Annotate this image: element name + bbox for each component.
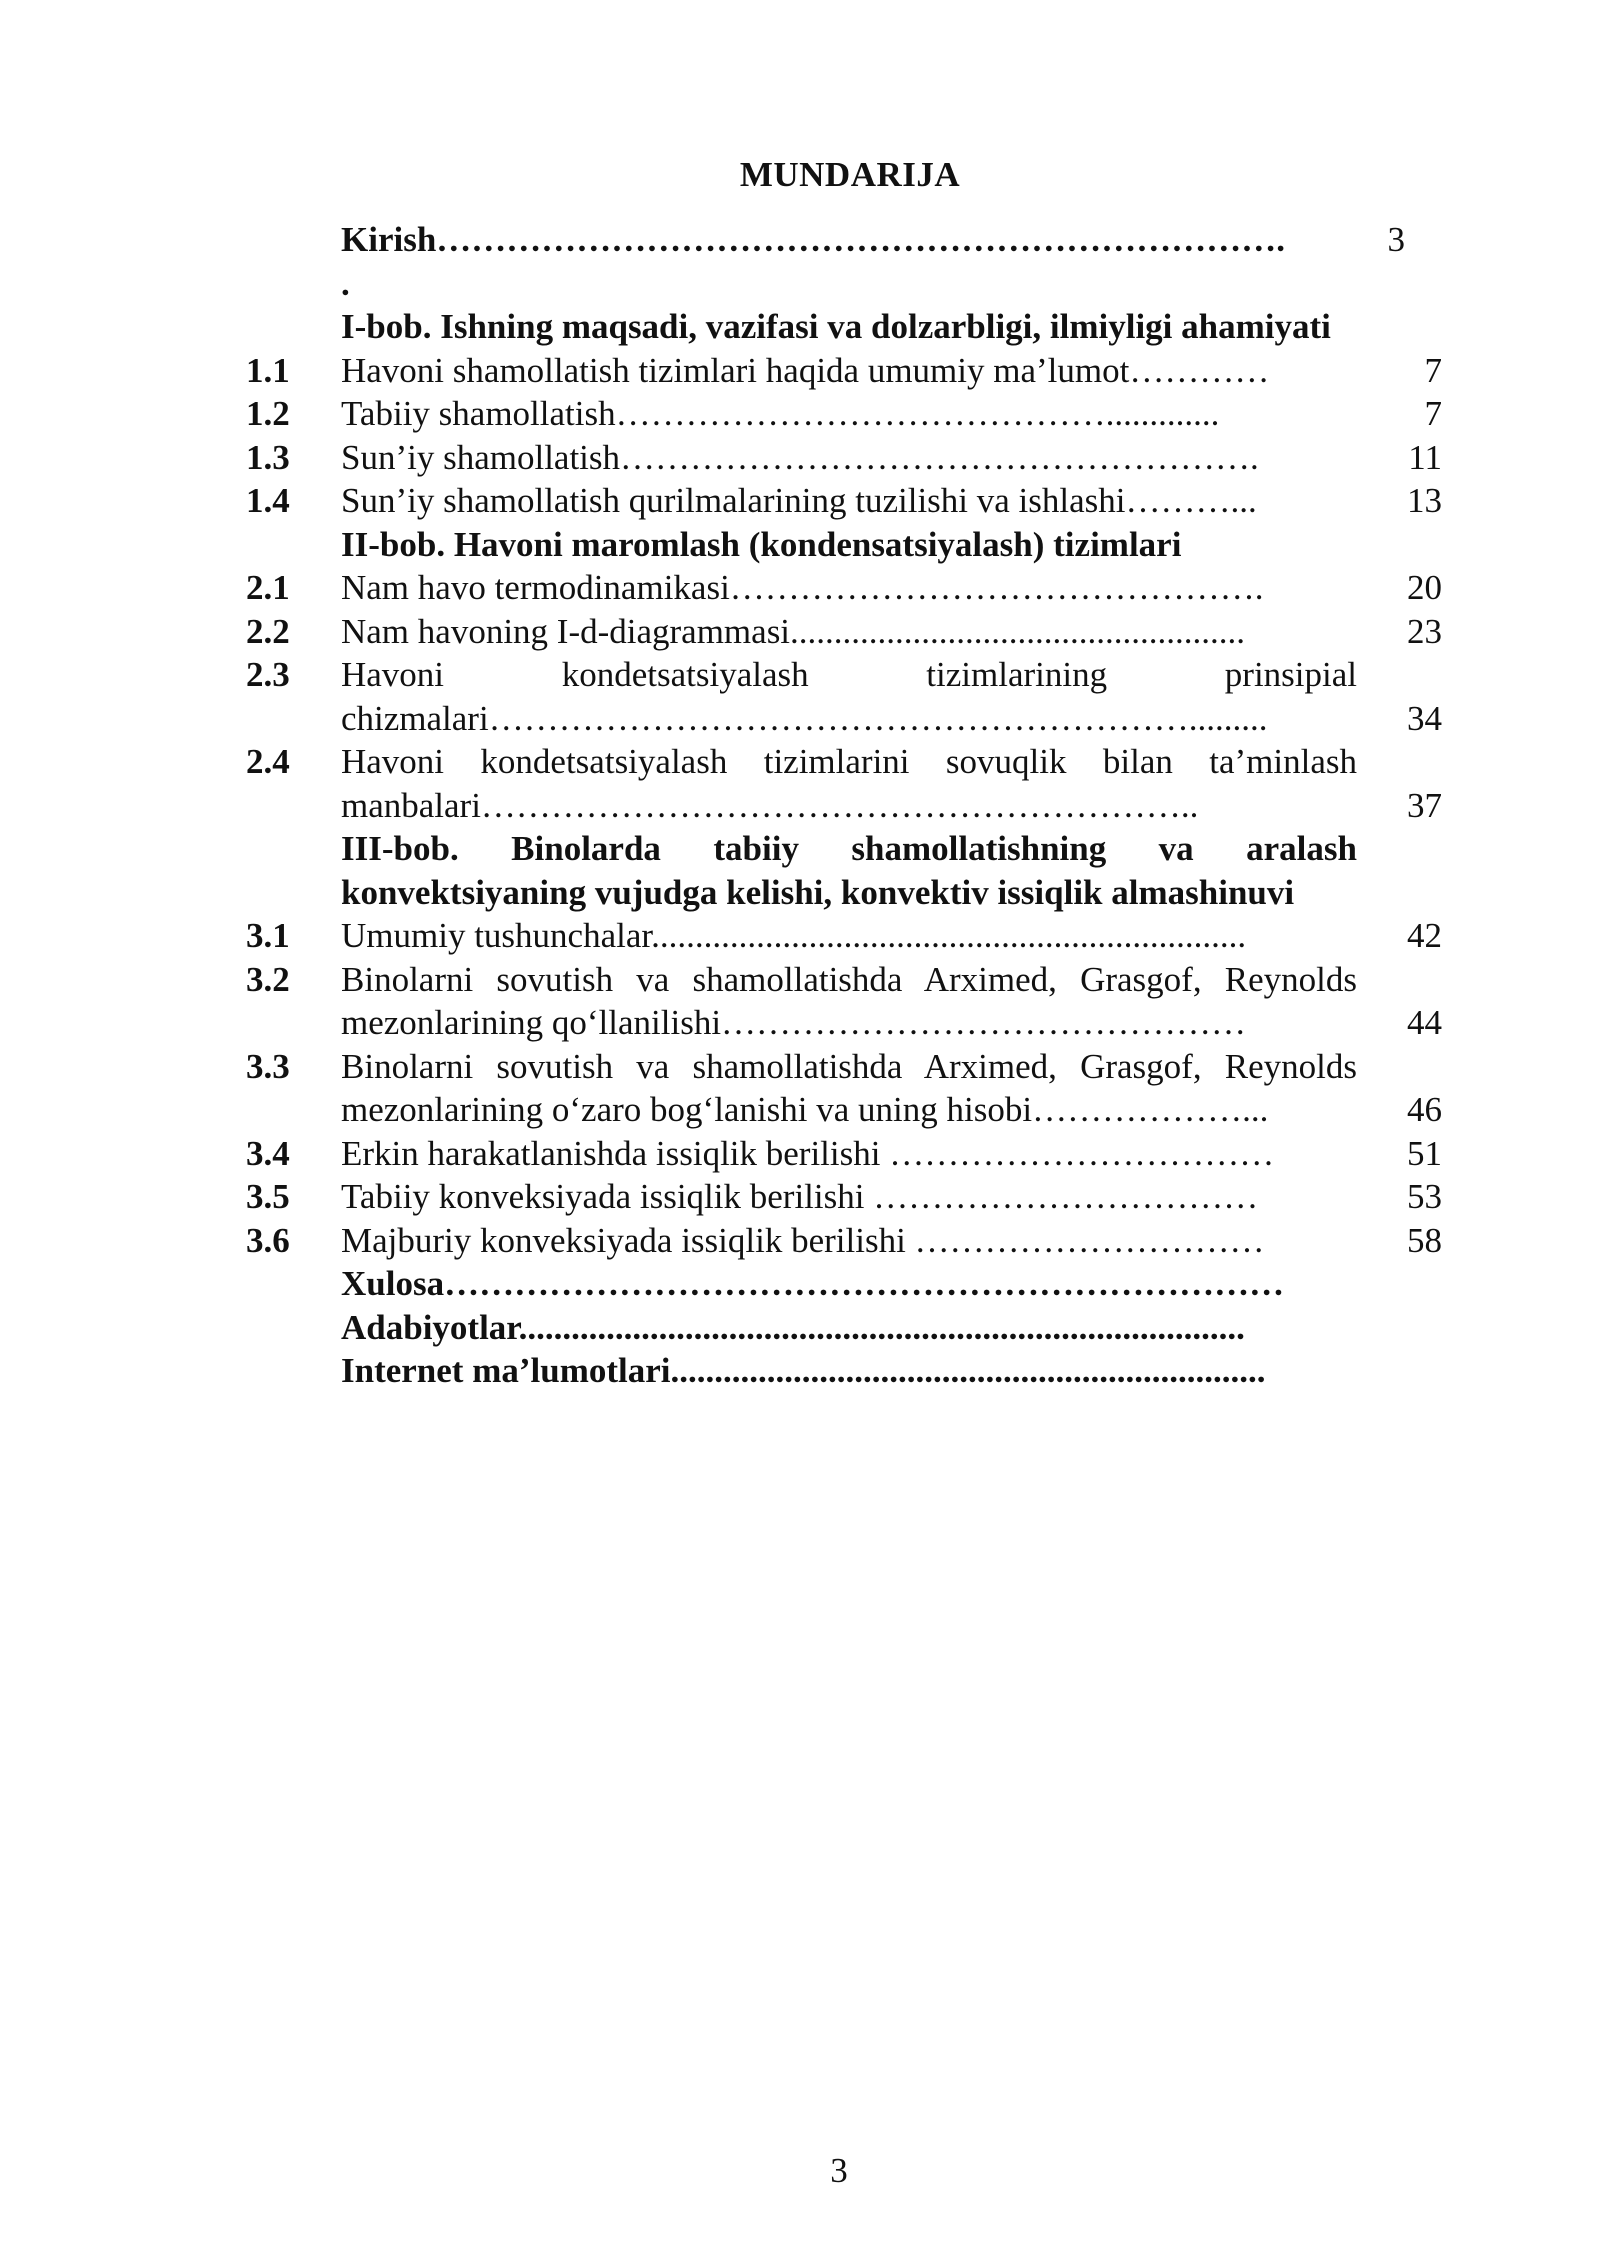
section-title: Nam havo termodinamikasi……………………………………….: [341, 568, 1264, 607]
toc-entry: [0, 1262, 1600, 1306]
toc-entry: [0, 914, 1600, 958]
section-number: 3.1: [246, 916, 290, 955]
section-number: 1.1: [246, 350, 290, 390]
toc-entry: [0, 1045, 1600, 1132]
section-number: 1.2: [246, 394, 290, 433]
section-number: 1.3: [246, 437, 290, 477]
page-reference: 11: [1408, 437, 1442, 477]
page-reference: 37: [1407, 785, 1442, 825]
section-title: Nam havoning I-d-diagrammasi....................................................: [341, 611, 1246, 651]
section-title: Erkin harakatlanishda issiqlik berilishi ……………………………: [341, 1133, 1275, 1173]
toc-entry: [0, 566, 1600, 610]
section-title: Binolarni sovutish va shamollatishda Arximed, Grasgof, Reynolds mezonlarining qo‘llanilishi………………………………………: [341, 959, 1357, 1042]
toc-entry: [0, 827, 1600, 914]
page-title: MUNDARIJA: [739, 155, 961, 194]
section-title: Xulosa………………………………………………………………: [341, 1264, 1285, 1303]
section-number: 2.4: [246, 742, 290, 781]
toc-entry: [0, 479, 1600, 523]
page-reference: 53: [1407, 1177, 1442, 1216]
section-title: Adabiyotlar...................................................................................: [341, 1307, 1245, 1347]
toc-entry: [0, 610, 1600, 654]
toc-entry: [0, 1132, 1600, 1176]
toc-entry: [0, 436, 1600, 480]
section-title: Havoni kondetsatsiyalash tizimlarini sovuqlik bilan ta’minlash manbalari……………………………………………………..: [341, 742, 1357, 825]
section-title: Tabiiy konveksiyada issiqlik berilishi ……………………………: [341, 1177, 1259, 1216]
section-number: 3.2: [246, 959, 290, 999]
page-reference: 3: [1387, 220, 1405, 259]
page-reference: 13: [1407, 481, 1442, 520]
section-title: Umumiy tushunchalar....................................................................: [341, 916, 1247, 955]
page-reference: 7: [1424, 394, 1442, 433]
section-title: Internet ma’lumotlari....................................................................: [341, 1351, 1266, 1390]
section-title: Havoni shamollatish tizimlari haqida umumiy ma’lumot…………: [341, 350, 1270, 390]
section-title: Binolarni sovutish va shamollatishda Arximed, Grasgof, Reynolds mezonlarining o‘zaro bog‘lanishi va uning hisobi………………...: [341, 1046, 1357, 1129]
section-number: 2.2: [246, 611, 290, 651]
toc-entry: [0, 1349, 1600, 1393]
section-number: 1.4: [246, 481, 290, 520]
page-reference: 7: [1424, 350, 1442, 390]
toc-entry: [0, 1175, 1600, 1219]
page-reference: 23: [1407, 611, 1442, 651]
toc-entry: [0, 523, 1600, 567]
section-number: 3.3: [246, 1046, 290, 1086]
page-reference: 34: [1407, 698, 1442, 738]
page-reference: 58: [1407, 1220, 1442, 1260]
section-number: 2.3: [246, 655, 290, 694]
page-reference: 46: [1407, 1090, 1442, 1129]
section-number: 2.1: [246, 568, 290, 607]
page-reference: 51: [1407, 1133, 1442, 1173]
toc-entry: [0, 1306, 1600, 1350]
chapter-title: II-bob. Havoni maromlash (kondensatsiyalash) tizimlari: [341, 524, 1182, 564]
section-title: Tabiiy shamollatish…………………………………….............: [341, 394, 1220, 433]
page-reference: 44: [1407, 1003, 1442, 1042]
section-number: 3.4: [246, 1133, 290, 1173]
toc-entry: [0, 392, 1600, 436]
page-number: 3: [830, 2151, 848, 2190]
section-number: 3.5: [246, 1177, 290, 1216]
toc-entry: [0, 653, 1600, 740]
section-title: Sun’iy shamollatish……………………………………………….: [341, 437, 1259, 477]
chapter-title: III-bob. Binolarda tabiiy shamollatishning va aralash konvektsiyaning vujudga kelishi, konvektiv issiqlik almashinuvi: [341, 829, 1357, 912]
toc-entry: [0, 1219, 1600, 1263]
table-of-contents: [0, 218, 1600, 1393]
section-title: Havoni kondetsatsiyalash tizimlarining prinsipial chizmalari…………………………………………………….........: [341, 655, 1357, 738]
page-reference: 20: [1407, 568, 1442, 607]
section-title: Kirish………………………………………………………………. .: [341, 220, 1286, 303]
toc-entry: [0, 740, 1600, 827]
section-title: Majburiy konveksiyada issiqlik berilishi …………………………: [341, 1220, 1265, 1260]
page-reference: 42: [1407, 916, 1442, 955]
toc-entry: [0, 349, 1600, 393]
toc-entry: [0, 958, 1600, 1045]
section-number: 3.6: [246, 1220, 290, 1260]
toc-entry: [0, 305, 1600, 349]
toc-entry: [0, 218, 1600, 305]
chapter-title: I-bob. Ishning maqsadi, vazifasi va dolzarbligi, ilmiyligi ahamiyati: [341, 307, 1331, 346]
section-title: Sun’iy shamollatish qurilmalarining tuzilishi va ishlashi………...: [341, 481, 1257, 520]
